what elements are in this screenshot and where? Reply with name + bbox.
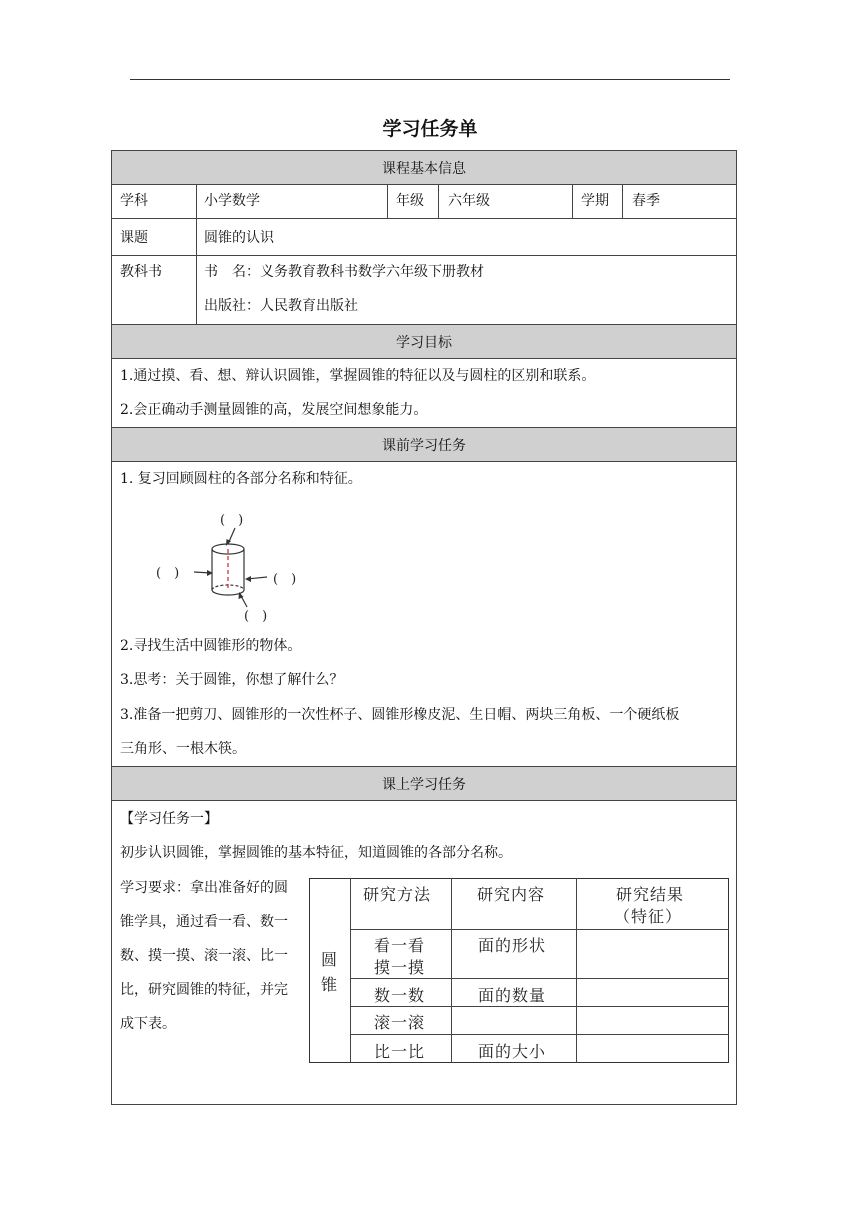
publisher-line — [204, 296, 358, 316]
table-header-result-sub: （特征） — [614, 907, 683, 926]
topic-value: 圆锥的认识 — [204, 230, 274, 246]
table-header-content: 研究内容 — [477, 885, 546, 904]
row-divider — [112, 255, 736, 256]
textbook-name-line — [204, 262, 484, 282]
topic-label: 课题 — [120, 230, 148, 246]
course-info-header: 课程基本信息 — [112, 150, 736, 185]
task-one-title: 【学习任务一】 — [120, 811, 218, 827]
row-divider — [112, 218, 736, 219]
cylinder-diagram — [150, 506, 320, 631]
label-blank: ( ) — [273, 572, 297, 587]
table-header-method: 研究方法 — [363, 885, 432, 904]
publisher-label: 出版社： — [204, 298, 260, 314]
cell-divider — [387, 185, 388, 218]
subject-label: 学科 — [120, 193, 148, 209]
requirement-line: 数、摸一摸、滚一滚、比一 — [120, 948, 288, 964]
table-column-line — [576, 878, 577, 1063]
objectives-header: 学习目标 — [112, 324, 736, 359]
table-column-line — [451, 878, 452, 1063]
table-method-cell: 摸一摸 — [374, 958, 426, 977]
pre-class-item-2: 2.寻找生活中圆锥形的物体。 — [120, 638, 302, 654]
table-row-line — [350, 1034, 729, 1035]
label-blank: ( ) — [220, 513, 244, 528]
pre-class-item-1: 1. 复习回顾圆柱的各部分名称和特征。 — [120, 471, 362, 487]
textbook-label: 教科书 — [120, 264, 162, 280]
pre-class-header: 课前学习任务 — [112, 427, 736, 462]
textbook-name: 义务教育教科书数学六年级下册教材 — [260, 264, 484, 280]
in-class-header: 课上学习任务 — [112, 766, 736, 801]
term-label: 学期 — [581, 193, 609, 209]
table-row-line — [350, 929, 729, 930]
table-content-cell: 面的数量 — [478, 986, 547, 1005]
requirement-line: 比，研究圆锥的特征，并完 — [120, 982, 288, 998]
requirement-line: 成下表。 — [120, 1016, 176, 1032]
term-value: 春季 — [632, 193, 660, 209]
table-side-label: 锥 — [321, 975, 339, 994]
pre-class-item-3: 3.思考：关于圆锥，你想了解什么？ — [120, 672, 344, 688]
grade-value: 六年级 — [448, 193, 490, 209]
table-method-cell: 滚一滚 — [374, 1013, 426, 1032]
label-blank: ( ) — [244, 609, 268, 624]
table-column-line — [350, 878, 351, 1063]
cell-divider — [438, 185, 439, 218]
publisher-name: 人民教育出版社 — [260, 298, 358, 314]
objective-item: 2.会正确动手测量圆锥的高，发展空间想象能力。 — [120, 402, 428, 418]
objective-item: 1.通过摸、看、想、辩认识圆锥，掌握圆锥的特征以及与圆柱的区别和联系。 — [120, 368, 596, 384]
textbook-name-label: 书 名： — [204, 264, 260, 280]
requirement-line: 锥学具，通过看一看、数一 — [120, 914, 288, 930]
header-rule — [130, 79, 730, 80]
label-blank: ( ) — [156, 566, 180, 581]
table-content-cell: 面的形状 — [478, 936, 547, 955]
pre-class-item-4-cont: 三角形、一根木筷。 — [120, 741, 246, 757]
table-row-line — [350, 978, 729, 979]
table-content-cell: 面的大小 — [478, 1042, 547, 1061]
table-header-result: 研究结果 — [616, 885, 685, 904]
cell-divider — [622, 185, 623, 218]
arrow-head — [245, 576, 251, 582]
table-method-cell: 比一比 — [374, 1042, 426, 1061]
table-method-cell: 数一数 — [374, 986, 426, 1005]
label-column-divider — [196, 185, 197, 324]
subject-value: 小学数学 — [204, 193, 260, 209]
table-side-label: 圆 — [321, 950, 339, 969]
table-row-line — [350, 1006, 729, 1007]
requirement-line: 学习要求：拿出准备好的圆 — [120, 880, 288, 896]
task-one-description: 初步认识圆锥，掌握圆锥的基本特征，知道圆锥的各部分名称。 — [120, 845, 512, 861]
pre-class-item-4: 3.准备一把剪刀、圆锥形的一次性杯子、圆锥形橡皮泥、生日帽、两块三角板、一个硬纸板 — [120, 707, 680, 723]
table-method-cell: 看一看 — [374, 936, 426, 955]
page-title: 学习任务单 — [382, 118, 478, 140]
cell-divider — [572, 185, 573, 218]
grade-label: 年级 — [396, 193, 424, 209]
